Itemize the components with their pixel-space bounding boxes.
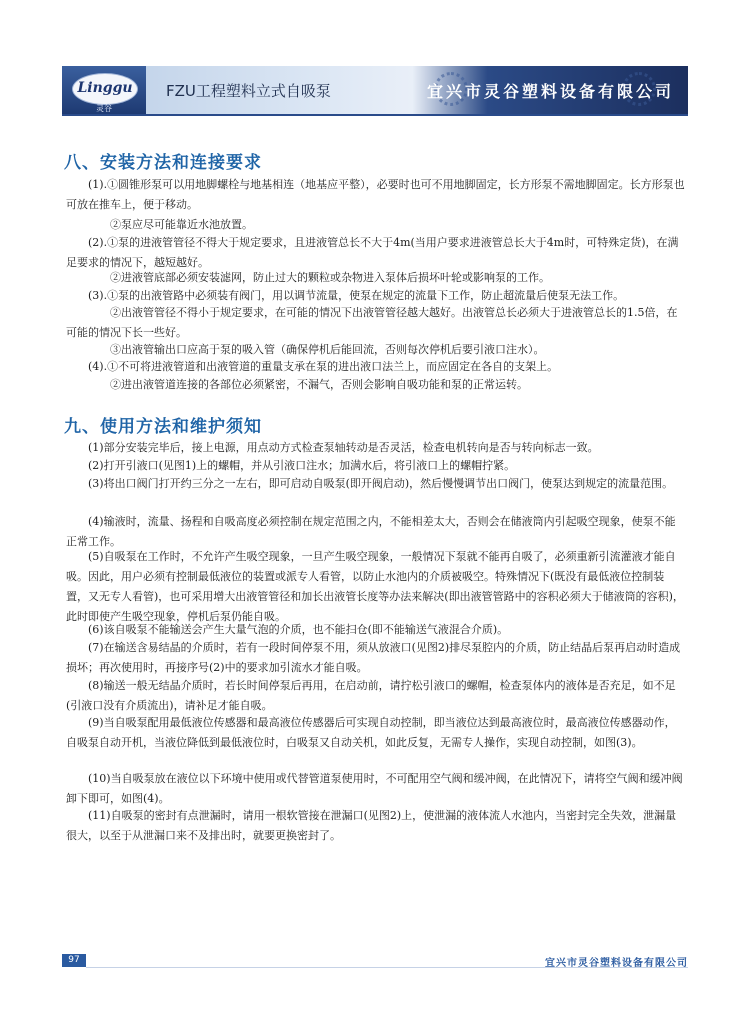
paragraph: (8)输送一般无结晶介质时，若长时间停泵后再用，在启动前，请拧松引液口的螺帽，检查泵体内的液体是否充足，如不足(引液口没有介质流出)，请补足才能自吸。 — [66, 679, 676, 712]
paragraph: (3)将出口阀门打开约三分之一左右，即可启动自吸泵(即开阀启动)，然后慢慢调节出口阀门，使泵达到规定的流量范围。 — [88, 477, 674, 490]
paragraph: ②泵应尽可能靠近水池放置。 — [110, 218, 253, 231]
company-logo — [62, 66, 146, 114]
paragraph: (1)部分安装完毕后，接上电源，用点动方式检查泵轴转动是否灵活，检查电机转向是否与转向标志一致。 — [88, 441, 599, 454]
paragraph: ②进液管底部必须安装滤网，防止过大的颗粒或杂物进入泵体后损坏叶轮或影响泵的工作。 — [110, 271, 550, 284]
product-title: FZU工程塑料立式自吸泵 — [166, 82, 331, 100]
paragraph: (1).①圆锥形泵可以用地脚螺栓与地基相连（地基应平整），必要时也可不用地脚固定，长方形泵不需地脚固定。长方形泵也可放在推车上，便于移动。 — [66, 178, 685, 211]
header-company-name: 宜兴市灵谷塑料设备有限公司 — [426, 82, 674, 101]
logo-text: Linggu — [77, 80, 133, 96]
paragraph: (11)自吸泵的密封有点泄漏时，请用一根软管接在泄漏口(见图2)上，使泄漏的液体流人水池内，当密封完全失效，泄漏量很大，以至于从泄漏口来不及排出时，就要更换密封了。 — [66, 809, 677, 842]
page-number: 97 — [62, 954, 86, 967]
paragraph: ②进出液管道连接的各部位必须紧密，不漏气，否则会影响自吸功能和泵的正常运转。 — [110, 378, 528, 391]
paragraph: (5)自吸泵在工作时，不允许产生吸空现象，一旦产生吸空现象，一般情况下泵就不能再自吸了，必须重新引流灌液才能自吸。因此，用户必须有控制最低液位的装置或派专人看管，以防止水池内的介质被吸空。特殊情况下(既没有最低液位控制装置，又无专人看管)，也可采用增大出液管管径和加长出液管长度等办法来解决(即出液管管路中的容积必须大于储液筒的容积)，此时即使产生吸空现象，停机后泵仍能自吸。 — [66, 550, 684, 623]
paragraph: ③出液管输出口应高于泵的吸入管（确保停机后能回流，否则每次停机后要引液口注水）。 — [110, 343, 545, 356]
paragraph: (4)输液时，流量、扬程和自吸高度必须控制在规定范围之内，不能相差太大，否则会在储液筒内引起吸空现象，使泵不能正常工作。 — [66, 515, 676, 548]
paragraph: (10)当自吸泵放在液位以下环境中使用或代替管道泵使用时，不可配用空气阀和缓冲阀，在此情况下，请将空气阀和缓冲阀卸下即可，如图(4)。 — [66, 772, 683, 805]
page-header — [62, 66, 688, 116]
section-heading-installation: 八、安装方法和连接要求 — [64, 153, 262, 173]
footer-company-name: 宜兴市灵谷塑料设备有限公司 — [545, 958, 688, 969]
paragraph: (4).①不可将进液管道和出液管道的重量支承在泵的进出液口法兰上，而应固定在各自的支架上。 — [88, 360, 559, 373]
paragraph: (9)当自吸泵配用最低液位传感器和最高液位传感器后可实现自动控制，即当液位达到最高液位时，最高液位传感器动作，自吸泵自动开机，当液位降低到最低液位时，白吸泵又自动关机，如此反复，无需专人操作，实现自动控制，如图(3)。 — [66, 716, 676, 749]
logo-subtext: 灵谷 — [96, 104, 112, 113]
paragraph: (7)在输送含易结晶的介质时，若有一段时间停泵不用，须从放液口(见图2)排尽泵腔内的介质，防止结晶后泵再启动时造成损坏；再次使用时，再接序号(2)中的要求加引流水才能自吸。 — [66, 641, 681, 674]
section-heading-usage: 九、使用方法和维护须知 — [64, 417, 262, 437]
paragraph: (6)该自吸泵不能输送会产生大量气泡的介质，也不能扫仓(即不能输送气液混合介质)。 — [88, 623, 509, 636]
paragraph: (3).①泵的出液管路中必须装有阀门，用以调节流量，使泵在规定的流量下工作，防止超流量后使泵无法工作。 — [88, 289, 625, 302]
paragraph: ②出液管管径不得小于规定要求，在可能的情况下出液管管径越大越好。出液管总长必须大于进液管总长的1.5倍，在可能的情况下长一些好。 — [66, 306, 678, 339]
logo-oval — [72, 73, 138, 105]
paragraph: (2)打开引液口(见图1)上的螺帽，并从引液口注水；加满水后，将引液口上的螺帽拧紧。 — [88, 459, 516, 472]
paragraph: (2).①泵的进液管管径不得大于规定要求，且进液管总长不大于4m(当用户要求进液管总长大于4m时，可特殊定货)，在满足要求的情况下，越短越好。 — [66, 236, 679, 269]
